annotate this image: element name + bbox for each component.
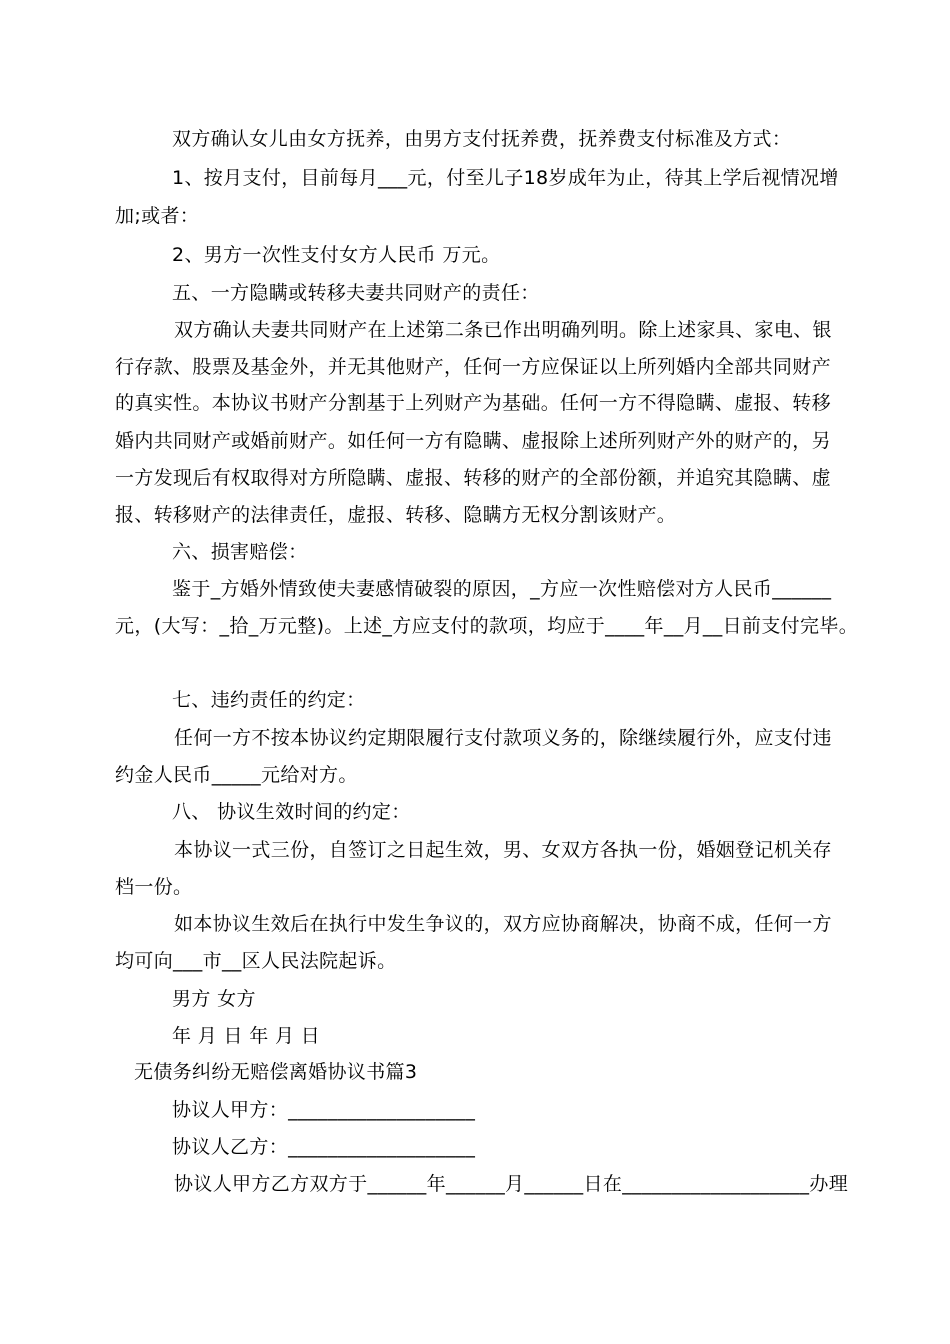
party-a-field: 协议人甲方：___________________ [172, 1099, 476, 1121]
section-heading-5: 五、一方隐瞒或转移夫妻共同财产的责任： [172, 282, 540, 304]
party-b-field: 协议人乙方：___________________ [172, 1136, 476, 1158]
section-6-body-line-2: 元，(大写：_拾_万元整)。上述_方应支付的款项，均应于____年__月__日前支付完毕。 [115, 615, 859, 637]
dispute-clause-line-1: 如本协议生效后在执行中发生争议的，双方应协商解决，协商不成，任何一方 [174, 913, 832, 935]
section-7-body-line-1: 任何一方不按本协议约定期限履行支付款项义务的，除继续履行外，应支付违 [174, 727, 832, 749]
section-6-body-line-1: 鉴于_方婚外情致使夫妻感情破裂的原因，_方应一次性赔偿对方人民币______ [172, 578, 832, 600]
article-3-title: 无债务纠纷无赔偿离婚协议书篇3 [134, 1061, 418, 1083]
section-7-body-line-2: 约金人民币_____元给对方。 [115, 764, 358, 786]
signature-parties: 男方 女方 [172, 988, 256, 1010]
dispute-clause-line-2: 均可向___市__区人民法院起诉。 [115, 950, 397, 972]
clause-lump-sum: 2、男方一次性支付女方人民币 万元。 [172, 244, 501, 266]
section-5-body-line-6: 报、转移财产的法律责任，虚报、转移、隐瞒方无权分割该财产。 [115, 504, 677, 526]
section-heading-7: 七、违约责任的约定： [172, 689, 366, 711]
clause-monthly-payment: 1、按月支付，目前每月___元，付至儿子18岁成年为止，待其上学后视情况增 [172, 167, 839, 189]
section-heading-6: 六、损害赔偿： [172, 541, 308, 563]
registration-statement: 协议人甲方乙方双方于______年______月______日在___________________办理 [174, 1173, 849, 1195]
section-5-body-line-1: 双方确认夫妻共同财产在上述第二条已作出明确列明。除上述家具、家电、银 [174, 319, 832, 341]
section-5-body-line-5: 一方发现后有权取得对方所隐瞒、虚报、转移的财产的全部份额，并追究其隐瞒、虚 [115, 467, 831, 489]
section-5-body-line-4: 婚内共同财产或婚前财产。如任何一方有隐瞒、虚报除上述所列财产外的财产的，另 [115, 430, 831, 452]
section-8-body-line-1: 本协议一式三份，自签订之日起生效，男、女双方各执一份，婚姻登记机关存 [174, 839, 832, 861]
section-heading-8: 八、 协议生效时间的约定： [172, 801, 411, 823]
paragraph-custody-intro: 双方确认女儿由女方抚养，由男方支付抚养费，抚养费支付标准及方式： [172, 128, 792, 150]
section-5-body-line-2: 行存款、股票及基金外，并无其他财产，任何一方应保证以上所列婚内全部共同财产 [115, 356, 831, 378]
section-8-body-line-2: 档一份。 [115, 876, 193, 898]
clause-monthly-payment-cont: 加;或者： [115, 205, 200, 227]
signature-dates: 年 月 日 年 月 日 [172, 1025, 321, 1047]
section-5-body-line-3: 的真实性。本协议书财产分割基于上列财产为基础。任何一方不得隐瞒、虚报、转移 [115, 392, 831, 414]
